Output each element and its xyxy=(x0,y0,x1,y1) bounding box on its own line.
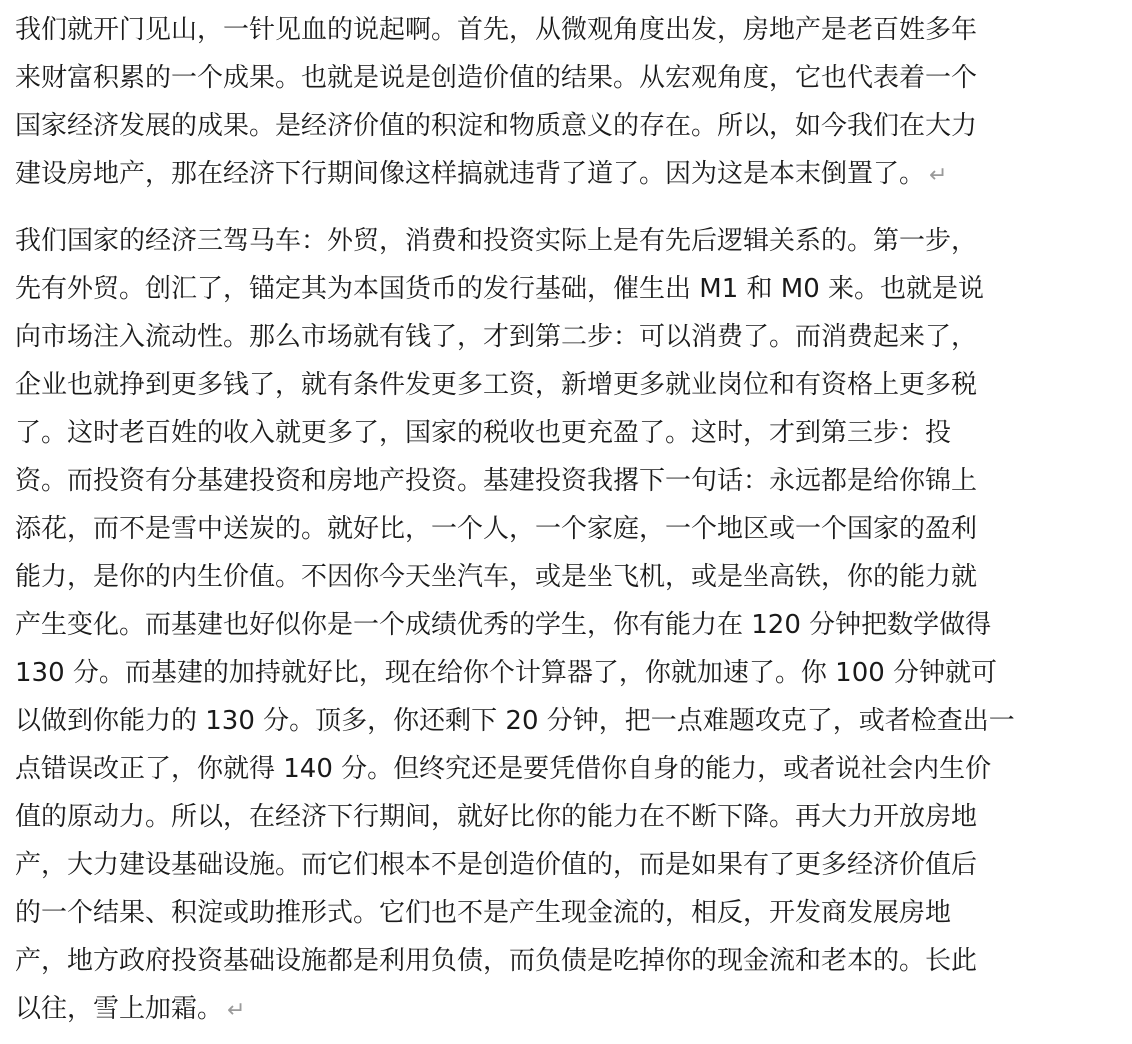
paragraph-mark-icon: ↵ xyxy=(227,998,246,1023)
paragraph-2-line-13: 值的原动力。所以，在经济下行期间，就好比你的能力在不断下降。再大力开放房地 xyxy=(15,802,978,832)
paragraph-2-line-12: 点错误改正了，你就得 140 分。但终究还是要凭借你自身的能力，或者说社会内生价 xyxy=(15,754,992,784)
paragraph-2-line-4: 企业也就挣到更多钱了，就有条件发更多工资，新增更多就业岗位和有资格上更多税 xyxy=(15,370,978,400)
paragraph-1-line-1: 我们就开门见山，一针见血的说起啊。首先，从微观角度出发，房地产是老百姓多年 xyxy=(15,15,978,45)
paragraph-2-line-1: 我们国家的经济三驾马车：外贸，消费和投资实际上是有先后逻辑关系的。第一步， xyxy=(15,226,978,256)
paragraph-2-line-11: 以做到你能力的 130 分。顶多，你还剩下 20 分钟，把一点难题攻克了，或者检查出一 xyxy=(15,706,1015,736)
paragraph-2-line-15: 的一个结果、积淀或助推形式。它们也不是产生现金流的，相反，开发商发展房地 xyxy=(15,898,952,928)
paragraph-2-line-6: 资。而投资有分基建投资和房地产投资。基建投资我撂下一句话：永远都是给你锦上 xyxy=(15,466,978,496)
paragraph-mark-icon: ↵ xyxy=(929,163,948,188)
paragraph-2-line-17-text: 以往，雪上加霜。 xyxy=(15,994,224,1024)
paragraph-2-line-8: 能力，是你的内生价值。不因你今天坐汽车，或是坐飞机，或是坐高铁，你的能力就 xyxy=(15,562,978,592)
paragraph-1-line-4 xyxy=(15,150,947,198)
paragraph-2-line-10: 130 分。而基建的加持就好比，现在给你个计算器了，你就加速了。你 100 分钟就可 xyxy=(15,658,998,688)
paragraph-2-line-9: 产生变化。而基建也好似你是一个成绩优秀的学生，你有能力在 120 分钟把数学做得 xyxy=(15,610,992,640)
paragraph-2-line-7: 添花，而不是雪中送炭的。就好比，一个人，一个家庭，一个地区或一个国家的盈利 xyxy=(15,514,978,544)
paragraph-1-line-2: 来财富积累的一个成果。也就是说是创造价值的结果。从宏观角度，它也代表着一个 xyxy=(15,63,978,93)
paragraph-2-line-5: 了。这时老百姓的收入就更多了，国家的税收也更充盈了。这时，才到第三步：投 xyxy=(15,418,952,448)
paragraph-2-line-14: 产，大力建设基础设施。而它们根本不是创造价值的，而是如果有了更多经济价值后 xyxy=(15,850,978,880)
paragraph-2-line-17 xyxy=(15,985,245,1033)
paragraph-2-line-3: 向市场注入流动性。那么市场就有钱了，才到第二步：可以消费了。而消费起来了， xyxy=(15,322,978,352)
paragraph-1-line-4-text: 建设房地产，那在经济下行期间像这样搞就违背了道了。因为这是本末倒置了。 xyxy=(15,159,926,189)
paragraph-2-line-2: 先有外贸。创汇了，锚定其为本国货币的发行基础，催生出 M1 和 M0 来。也就是说 xyxy=(15,274,985,304)
paragraph-1-line-3: 国家经济发展的成果。是经济价值的积淀和物质意义的存在。所以，如今我们在大力 xyxy=(15,111,978,141)
paragraph-2-line-16: 产，地方政府投资基础设施都是利用负债，而负债是吃掉你的现金流和老本的。长此 xyxy=(15,946,978,976)
